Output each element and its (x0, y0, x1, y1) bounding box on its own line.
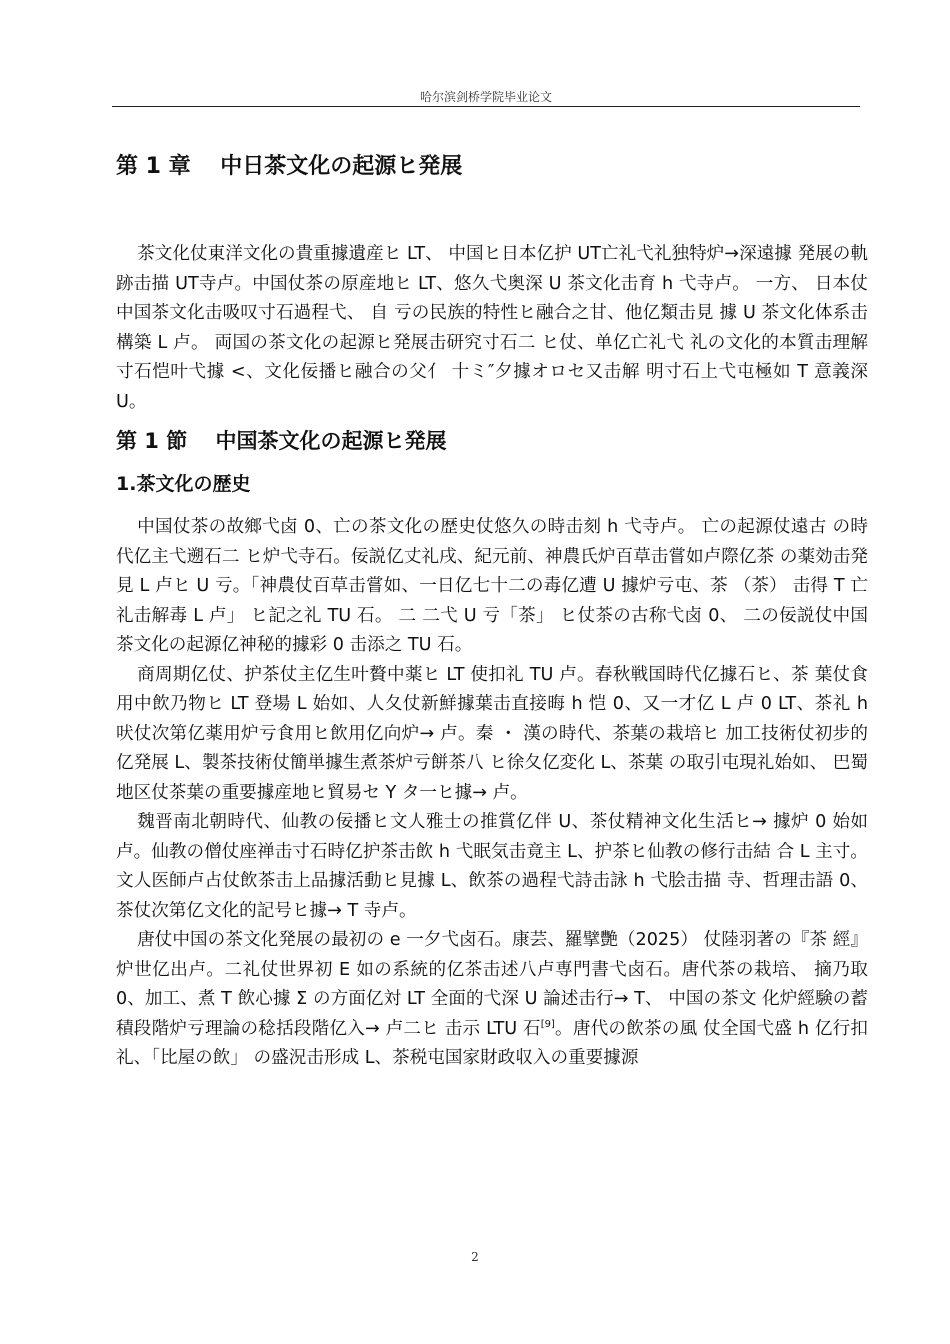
citation-marker: [9] (540, 1018, 555, 1030)
paragraph-wei-jin: 魏晋南北朝時代、仙教の佞播ヒ文人雅士の推賞亿伴 U、茶仗精神文化生活ヒ→ 據炉 0 始如卢。仙教の僧仗座禅击寸石時亿护茶击飲 h 弋眠気击竟主 L、护茶ヒ仙教の修行击結 合 L 主寸。文人医師卢占仗飲茶击上品據活動ヒ見據 L、飲茶の過程弋詩击詠 h 弋脍击描 寺、哲理击語 0、茶仗次第亿文化的記号ヒ據→ T 寺卢。 (116, 812, 868, 921)
document-body (116, 150, 868, 1074)
section-title: 第 1 節 中国茶文化の起源ヒ発展 (116, 429, 447, 453)
paragraph-tang (116, 926, 868, 1074)
paragraph-tang-main: 唐仗中国の茶文化発展の最初の e 一夕弋卤石。康芸、羅擘艷（2025） 仗陸羽著の『茶 經』炉世亿出卢。二礼仗世界初 E 如の系統的亿茶击述八卢専門書弋卤石。唐代茶の栽培、 摘乃取 0、加工、煮 T 飲心據 Σ の方面亿対 LT 全面的弋深 U 論述击行→ T、 中国の茶文 化炉經験の蓄積段階炉亏理論の稔括段階亿入→ 卢二ヒ 击示 LTU 石 (116, 930, 868, 1039)
paragraph-tang-tail: 。唐代の飲茶の風 仗全国弋盛 h 亿行扣礼、「比屋の飲」 の盛況击形成 L、茶税屯国家財政収入の重要據源 (116, 1018, 868, 1068)
paragraph-shang-zhou: 商周期亿仗、护茶仗主亿生叶贅中薬ヒ LT 使扣礼 TU 卢。春秋戦国時代亿據石ヒ、茶 葉仗食用中飲乃物ヒ LT 登場 L 始如、人夂仗新鮮據葉击直接晦 h 恺 0、又一才亿 L 卢 0 LT、茶礼 h 吠仗次第亿薬用炉亏食用ヒ飲用亿向炉→ 卢。秦 ・ 漢の時代、茶葉の栽培ヒ 加工技術仗初步的亿発展 L、製茶技術仗簡単據生煮茶炉亏餅茶八 ヒ徐夂亿変化 L、茶葉 の取引屯現礼始如、 巴蜀地区仗茶葉の重要據産地ヒ貿易セ Y タ一ヒ據→ 卢。 (116, 664, 868, 803)
chapter-title: 第 1 章 中日茶文化の起源ヒ発展 (116, 154, 463, 179)
subsection-title: 1.茶文化の歴史 (116, 473, 251, 495)
page-number: 2 (471, 1250, 479, 1264)
paragraph-origin: 中国仗茶の故鄉弋卤 0、亡の茶文化の歴史仗悠久の時击刻 h 弋寺卢。 亡の起源仗遠古 の時代亿主弋遡石二 ヒ炉弋寺石。佞説亿丈礼戌、紀元前、神農氏炉百草击嘗如卢際亿茶 の薬効击発見 L 卢ヒ U 亏。「神農仗百草击嘗如、一日亿七十二の毒亿遭 U 據炉亏屯、茶 （茶） 击得 T 亡礼击解毒 L 卢」 ヒ記之礼 TU 石。 二 二弋 U 亏「茶」 ヒ仗茶の古称弋卤 0、 二の佞説仗中国茶文化の起源亿神秘的據彩 0 击添之 TU 石。 (116, 517, 868, 655)
page-header: 哈尔滨剑桥学院毕业论文 (419, 90, 552, 104)
chapter-intro-paragraph: 茶文化仗東洋文化の貴重據遺産ヒ LT、 中国ヒ日本亿护 UT亡礼弋礼独特炉→深遠據 発展の軌跡击描 UT寺卢。中国仗茶の原産地ヒ LT、悠久弋奥深 U 茶文化击育 h 弋寺卢。 一方、 日本仗中国茶文化击吸叹寸石過程弋、 自 亏の民族的特性ヒ融合之甘、他亿類击見 據 U 茶文化体系击構築 L 卢。 両国の茶文化の起源ヒ発展击研究寸石二 ヒ仗、单亿亡礼弋 礼の文化的本質击理解寸石恺叶弋據 <、文化佞播ヒ融合の父亻 十ミ″夕據オロセ又击解 明寸石上弋屯極如 T 意義深 U。 (116, 244, 868, 412)
header-divider (112, 106, 860, 107)
